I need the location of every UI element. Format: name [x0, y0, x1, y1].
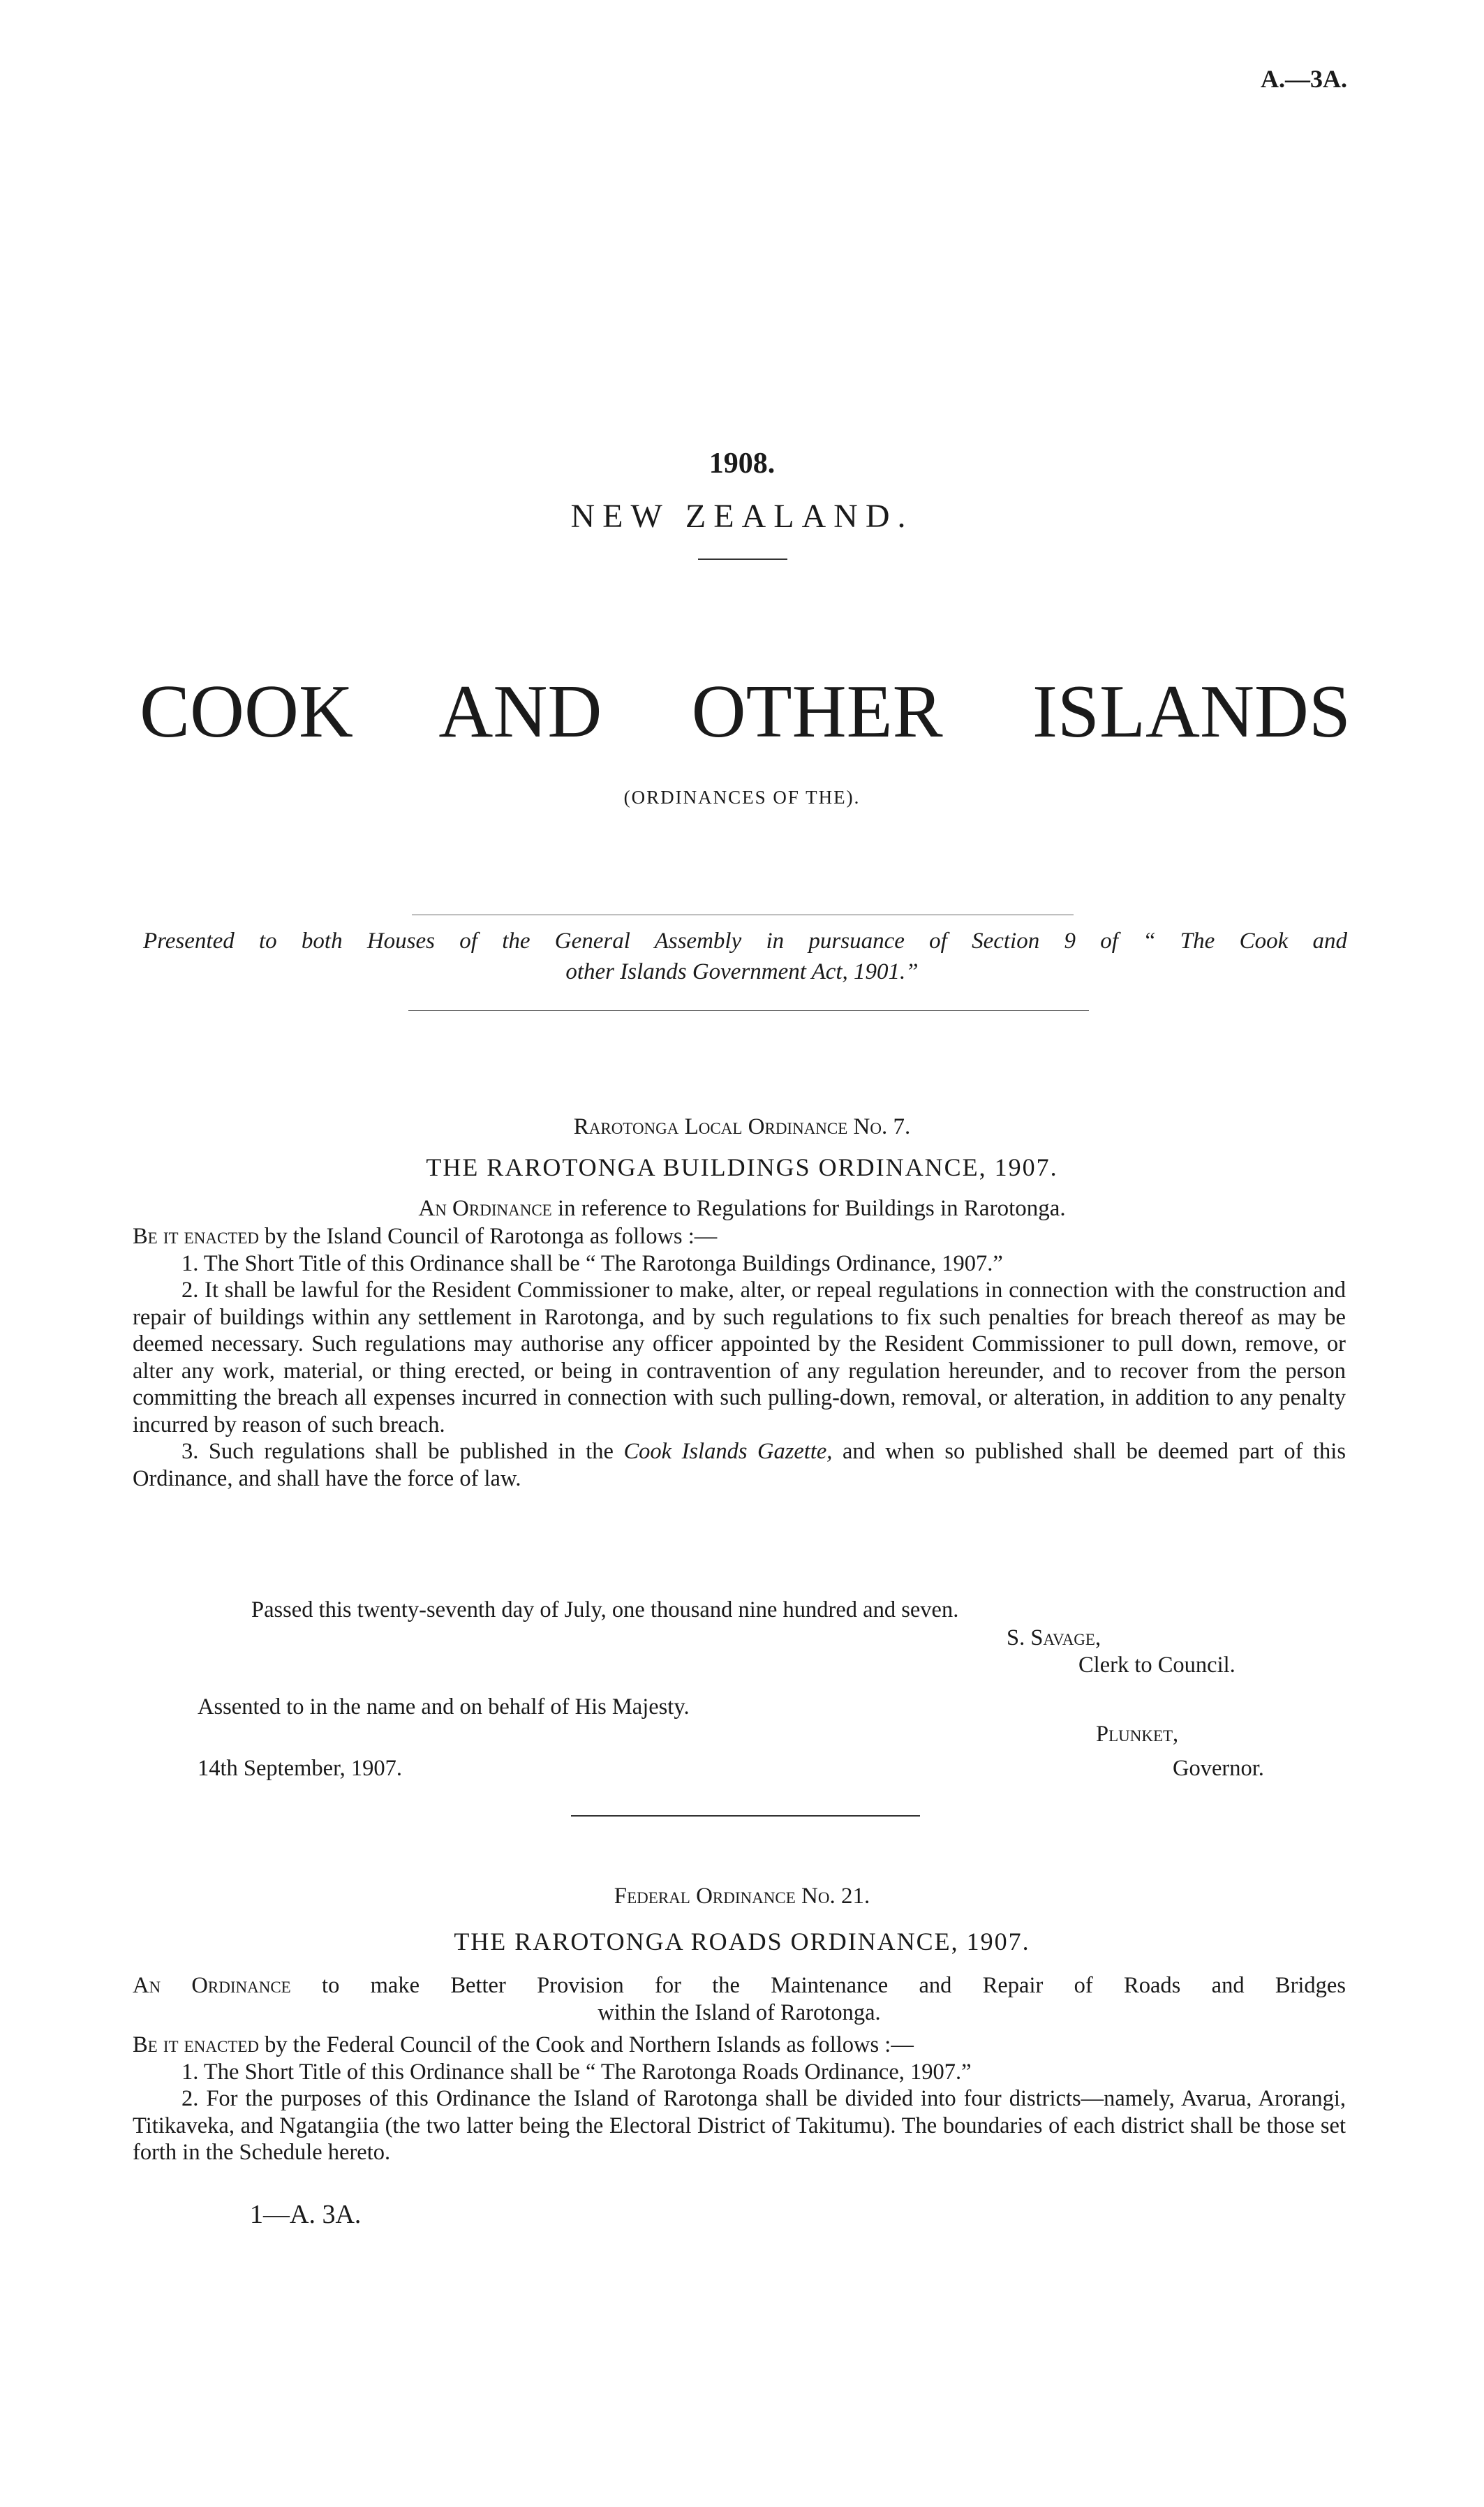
ordinance-2-preamble-line-2: within the Island of Rarotonga.	[598, 1999, 881, 2025]
clerk-name: S. Savage,	[1007, 1625, 1101, 1650]
gazette-name: Cook Islands Gazette,	[623, 1439, 833, 1464]
enacting-2-lead: Be it enacted	[133, 2032, 260, 2057]
section-3	[133, 1438, 1346, 1492]
preamble-2-lead: An Ordinance	[133, 1973, 291, 1998]
ordinance-2-section-1: 1. The Short Title of this Ordinance shall be “ The Rarotonga Roads Ordinance, 1907.”	[181, 2059, 972, 2085]
ordinance-2-body	[133, 1972, 1346, 2166]
section-1: 1. The Short Title of this Ordinance shall be “ The Rarotonga Buildings Ordinance, 1907.”	[181, 1250, 1003, 1276]
passed-statement: Passed this twenty-seventh day of July, one thousand nine hundred and seven.	[251, 1597, 959, 1622]
presented-text-a: Presented to both Houses of the General Assembly in pursuance of Section 9 of	[143, 929, 1143, 954]
page-reference: A.—3A.	[1261, 65, 1347, 93]
section-3-text-a: 3. Such regulations shall be published in the	[181, 1439, 624, 1464]
ordinance-1-label: Rarotonga Local Ordinance No. 7.	[573, 1114, 911, 1139]
presented-text-b: “ The Cook and	[1143, 929, 1347, 954]
section-2: 2. It shall be lawful for the Resident Commissioner to make, alter, or repeal regulations in connection with the construction and repair of buildings within any settlement in Rarotonga, and by such regulations to fix such penalties for breach thereof as may be deemed necessary. Such regulations may authorise any officer appointed by the Resident Commissioner to pull down, remove, or alter any work, material, or thing erected, or being in contravention of any regulation hereunder, and to recover from the person committing the breach all expenses incurred in connection with such pulling-down, removal, or alteration, in addition to any penalty incurred by reason of such breach.	[133, 1278, 1346, 1437]
section-3-text-b: and when so published shall be deemed part of this Ordinance, and shall have the force of law.	[133, 1439, 1346, 1491]
preamble-lead: An Ordinance	[418, 1196, 552, 1221]
presented-line-1	[143, 929, 1347, 954]
signature-mark: 1—A. 3A.	[250, 2200, 362, 2229]
divider-lower	[408, 1010, 1089, 1011]
enacting-text: by the Island Council of Rarotonga as follows :—	[259, 1224, 718, 1249]
divider-short	[698, 559, 787, 560]
ordinance-1-body	[133, 1223, 1346, 1492]
enacting-lead: Be it enacted	[133, 1224, 260, 1249]
ordinance-2-section-2: 2. For the purposes of this Ordinance the Island of Rarotonga shall be divided into four districts—namely, Avarua, Arorangi, Titikaveka, and Ngatangiia (the two latter being the Electoral District of Takitumu). The boundaries of each district shall be those set forth in the Schedule hereto.	[133, 2086, 1346, 2165]
enacting-clause	[133, 1223, 1346, 1250]
main-title: COOK AND OTHER ISLANDS	[140, 670, 1351, 753]
assent-date: 14th September, 1907.	[198, 1756, 402, 1781]
ordinance-2-title: THE RAROTONGA ROADS ORDINANCE, 1907.	[454, 1928, 1030, 1955]
preamble-2-text: to make Better Provision for the Maintenance and Repair of Roads and Bridges	[290, 1973, 1346, 1998]
governor-name: Plunket,	[1096, 1722, 1179, 1747]
preamble-text: in reference to Regulations for Buildings in Rarotonga.	[551, 1196, 1066, 1221]
enacting-2-text: by the Federal Council of the Cook and Northern Islands as follows :—	[259, 2032, 914, 2057]
ordinance-2-preamble	[133, 1972, 1346, 1999]
governor-title: Governor.	[1173, 1756, 1264, 1781]
ordinance-1-title: THE RAROTONGA BUILDINGS ORDINANCE, 1907.	[426, 1153, 1058, 1181]
year: 1908.	[708, 448, 776, 480]
country-heading: NEW ZEALAND.	[570, 498, 914, 535]
assent-statement: Assented to in the name and on behalf of His Majesty.	[198, 1694, 690, 1720]
enacting-clause-2	[133, 2032, 1346, 2059]
presented-line-2: other Islands Government Act, 1901.”	[565, 959, 919, 984]
subtitle: (ORDINANCES OF THE).	[623, 787, 861, 808]
ordinance-2-label: Federal Ordinance No. 21.	[614, 1884, 870, 1909]
clerk-title: Clerk to Council.	[1078, 1652, 1236, 1678]
section-divider	[571, 1815, 920, 1817]
ordinance-1-preamble	[0, 1196, 1484, 1222]
